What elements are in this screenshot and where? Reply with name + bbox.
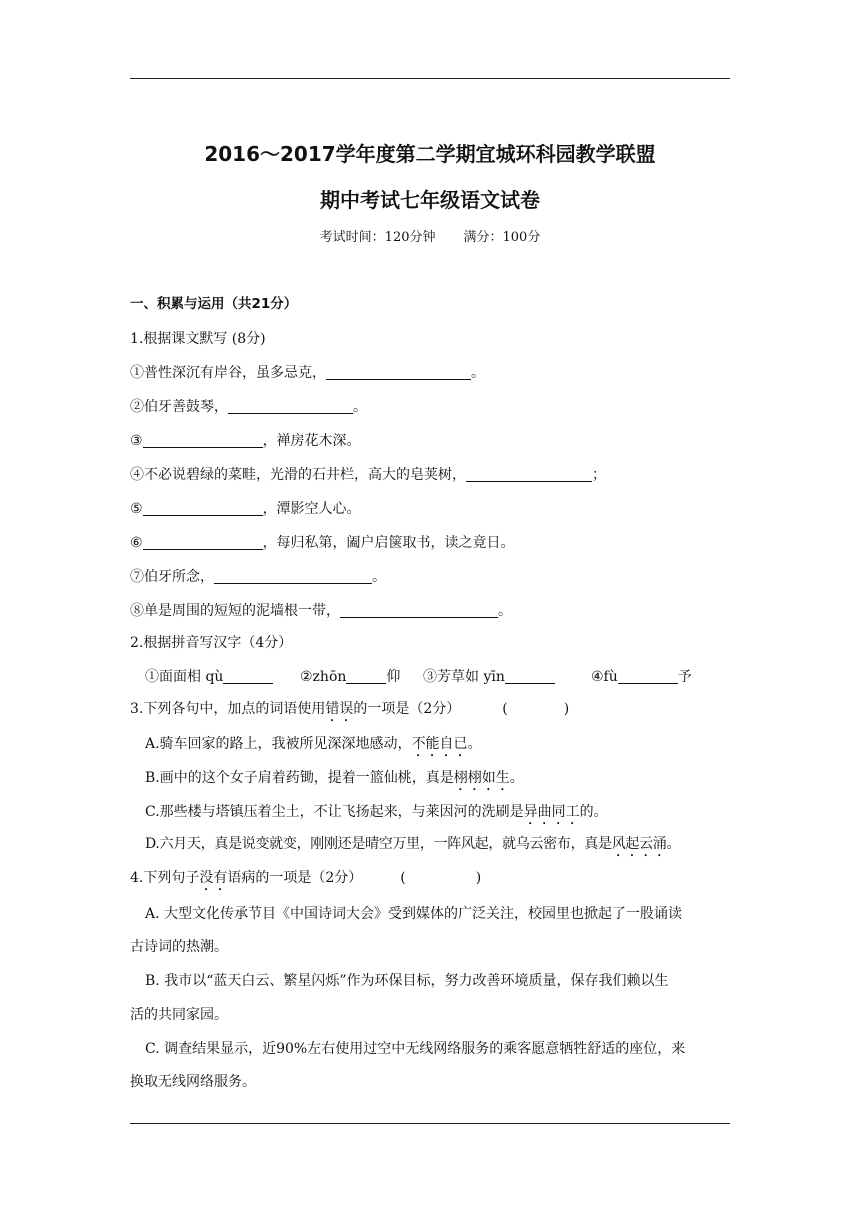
answer-blank[interactable] [618,668,678,684]
q1-item-3: ③ ，禅房花木深。 [130,433,361,449]
q2-item-3: ③芳草如 yīn [423,666,591,686]
exam-title-line1: 2016～2017学年度第二学期宜城环科园教学联盟 [204,142,656,166]
exam-time: 考试时间：120分钟 [319,230,436,245]
q2-item-2: ②zhōn 仰 [300,669,401,685]
q3-option-a[interactable]: A.骑车回家的路上，我被所见深深地感动，不能自已。 [145,736,482,752]
q2-items [145,666,692,686]
q3-option-b[interactable]: B.画中的这个女子肩着药锄，提着一篮仙桃，真是栩栩如生。 [145,770,524,786]
footer-rule [130,1123,730,1124]
q1-item-4: ④不必说碧绿的菜畦，光滑的石井栏，高大的皂荚树， ； [130,467,606,483]
q4-option-c[interactable]: C. 调查结果显示，近90%左右使用过空中无线网络服务的乘客愿意牺牲舒适的座位，来 [145,1041,686,1057]
q4-option-b[interactable]: B. 我市以“蓝天白云、繁星闪烁”作为环保目标，努力改善环境质量，保存我们赖以生 [145,973,669,989]
question-3-stem: 3.下列各句中，加点的词语使用错误的一项是（2分） ( ) [130,701,570,717]
q1-item-6: ⑥ ，每归私第，阖户启箧取书，读之竟日。 [130,535,515,551]
full-score: 满分：100分 [463,230,541,245]
q1-item-5: ⑤ ，潭影空人心。 [130,501,361,517]
answer-blank[interactable] [340,602,498,618]
q4-option-b-cont: 活的共同家园。 [130,1007,228,1023]
q1-item-8: ⑧单是周围的短短的泥墙根一带， 。 [130,603,512,619]
answer-blank[interactable] [228,398,353,414]
answer-blank[interactable] [143,534,263,550]
answer-blank[interactable] [346,668,386,684]
answer-blank[interactable] [143,500,263,516]
q4-option-a-cont: 古诗词的热潮。 [130,939,228,955]
q4-option-a[interactable]: A. 大型文化传承节目《中国诗词大会》受到媒体的广泛关注，校园里也掀起了一股诵读 [145,906,683,922]
q2-item-4: ④fù 予 [591,669,692,685]
q3-option-d[interactable]: D.六月天，真是说变就变，刚刚还是晴空万里，一阵风起，就乌云密布，真是风起云涌。 [145,836,681,852]
header-rule [130,78,730,79]
answer-blank[interactable] [326,364,471,380]
exam-title-line2: 期中考试七年级语文试卷 [320,188,540,212]
q3-option-c[interactable]: C.那些楼与塔镇压着尘土，不让飞扬起来，与莱因河的洗刷是异曲同工的。 [145,804,608,820]
question-1-stem: 1.根据课文默写 (8分) [130,331,266,347]
answer-blank[interactable] [223,668,273,684]
q2-item-1: ①面面相 qù [145,666,300,686]
section-heading: 一、积累与运用（共21分） [130,296,298,312]
answer-paren[interactable]: ( ) [400,870,482,886]
question-4-stem: 4.下列句子没有语病的一项是（2分） ( ) [130,870,482,886]
q1-item-7: ⑦伯牙所念， 。 [130,569,386,585]
exam-info [0,226,860,245]
q4-option-c-cont: 换取无线网络服务。 [130,1074,256,1090]
answer-blank[interactable] [505,668,555,684]
answer-blank[interactable] [214,568,372,584]
answer-blank[interactable] [143,432,263,448]
answer-paren[interactable]: ( ) [502,701,570,717]
answer-blank[interactable] [466,466,592,482]
q1-item-1: ①普性深沉有岸谷，虽多忌克， 。 [130,365,485,381]
q1-item-2: ②伯牙善鼓琴， 。 [130,399,367,415]
question-2-stem: 2.根据拼音写汉字（4分） [130,635,293,651]
